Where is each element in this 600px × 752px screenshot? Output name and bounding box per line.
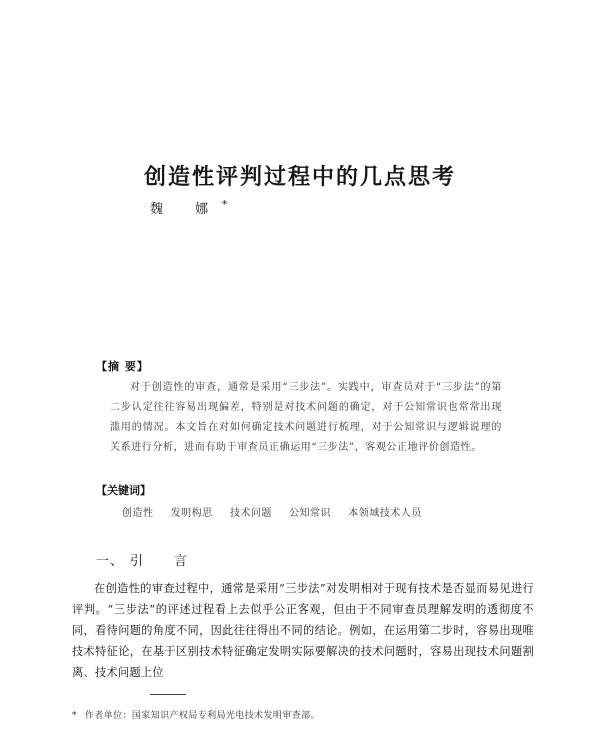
abstract-label: 【摘 要】 [96,360,149,373]
section-heading-word: 言 [174,554,189,569]
body-text-clip [72,578,542,698]
author-name: 魏 娜 [150,202,223,217]
cutoff-line [150,694,186,695]
keywords-list [122,504,502,519]
body-paragraph: 在创造性的审查过程中，通常是采用“三步法”对发明相对于现有技术是否显而易见进行评判。“三步法”的评述过程看上去似乎公正客观，但由于不同审查员理解发明的透彻度不同，看待问题的角度不同，因此往往得出不同的结论。例如，在运用第二步时，容易出现唯技术特征论，在基于区别技术特征确定发明实际要解决的技术问题时，容易出现技术问题割离、技术问题上位 [72,582,534,679]
keyword-item: 创造性 [122,508,154,519]
footnote [72,708,320,721]
section-heading-introduction [96,550,188,569]
keyword-item: 技术问题 [229,508,272,519]
abstract-text: 对于创造性的审查，通常是采用“三步法”。实践中，审查员对于“三步法”的第二步认定往往容易出现偏差，特别是对技术问题的确定，对于公知常识也常常出现滥用的情况。本文旨在对如何确定技术问题进行梳理，对于公知常识与逻辑说理的关系进行分析，进而有助于审查员正确运用“三步法”，客观公正地评价创造性。 [110,382,502,453]
keyword-item: 发明构思 [170,508,213,519]
footnote-mark: * [72,711,77,721]
author-line [150,198,227,217]
footnote-text: 作者单位：国家知识产权局专利局光电技术发明审查部。 [84,711,320,721]
keywords-label: 【关键词】 [96,484,151,497]
section-heading-word: 引 [130,554,145,569]
keyword-item: 本领域技术人员 [348,508,422,519]
article-title: 创造性评判过程中的几点思考 [143,165,456,190]
keyword-item: 公知常识 [289,508,332,519]
author-footnote-mark: * [222,199,228,211]
section-number: 一、 [96,554,125,569]
